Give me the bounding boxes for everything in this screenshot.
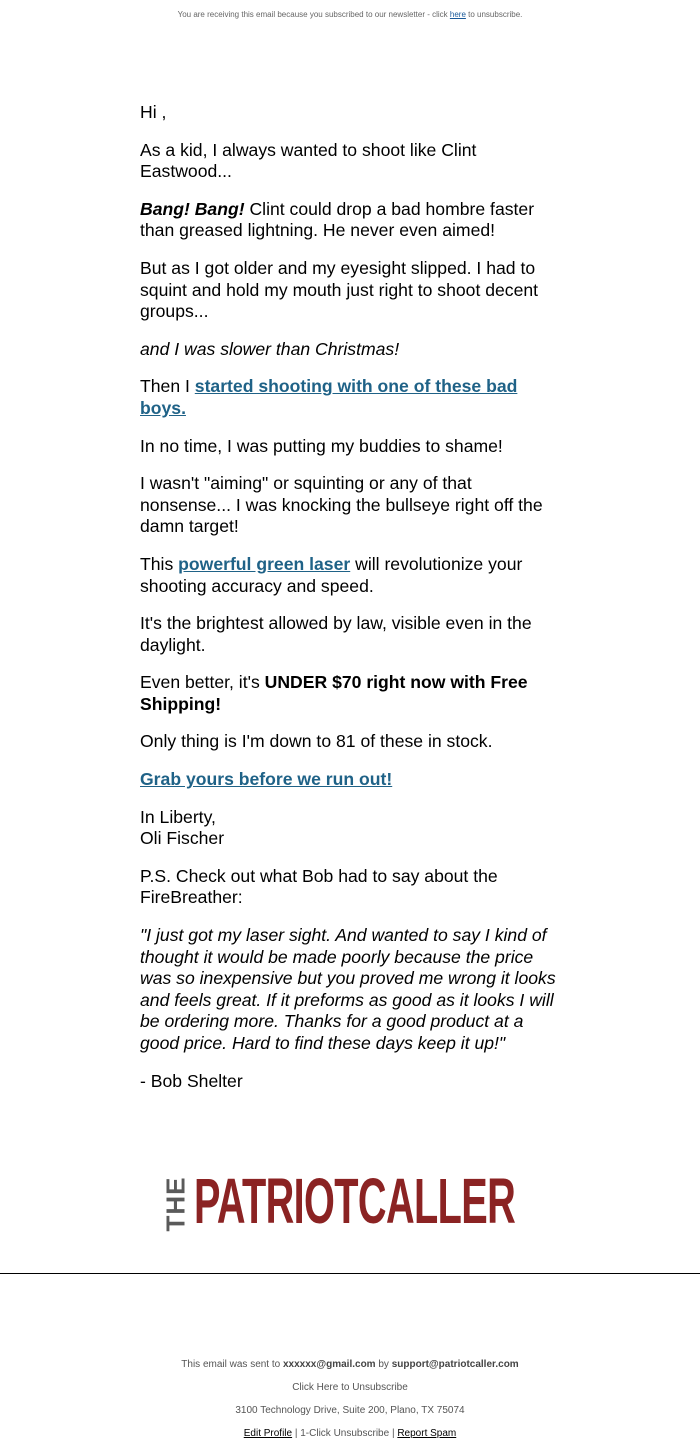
laser-suffix: will revolutionize your shooting accuracy and speed.	[140, 553, 523, 596]
paragraph-started	[140, 376, 560, 419]
unsubscribe-here-link[interactable]: here	[449, 10, 466, 19]
greeting: Hi ,	[140, 102, 167, 122]
paragraph-aiming: I wasn't "aiming" or squinting or any of that nonsense... I was knocking the bullseye right off the damn target!	[140, 473, 543, 537]
sent-to-prefix: This email was sent to	[181, 1359, 283, 1370]
footer-separator: |	[292, 1428, 301, 1439]
testimonial	[140, 925, 560, 1055]
green-laser-link[interactable]: powerful green laser	[178, 553, 351, 574]
sender-email: support@patriotcaller.com	[391, 1359, 519, 1370]
sender-name: Oli Fischer	[140, 828, 225, 849]
testimonial-author: - Bob Shelter	[140, 1070, 243, 1091]
patriot-caller-logo	[0, 1165, 700, 1237]
paragraph-eyesight: But as I got older and my eyesight slipped. I had to squint and hold my mouth just right to shoot decent groups...	[140, 257, 539, 322]
slower-emphasis: and I was slower than Christmas!	[140, 338, 400, 359]
subscription-notice-tail: to unsubscribe.	[465, 10, 523, 19]
laser-prefix: This	[140, 553, 179, 574]
signoff-line: In Liberty,	[140, 806, 216, 827]
paragraph-bang	[140, 199, 560, 242]
paragraph-laser	[140, 554, 560, 597]
signoff	[140, 807, 560, 850]
email-footer	[0, 1358, 700, 1450]
paragraph-slower	[140, 339, 560, 361]
testimonial-text: "I just got my laser sight. And wanted to say I kind of thought it would be made poorly because the price was so inexpensive but you proved me wrong it looks and feels great. If it preforms as good as it looks I will be ordering more. Thanks for a good product at a good price. Hard to find these days keep it up!"	[140, 925, 556, 1053]
footer-divider	[0, 1273, 700, 1274]
bang-emphasis: Bang! Bang!	[140, 198, 245, 219]
one-click-unsubscribe-link[interactable]: 1-Click Unsubscribe	[300, 1428, 390, 1439]
grab-yours-link[interactable]: Grab yours before we run out!	[140, 769, 393, 790]
logo-the-text: THE	[160, 1176, 191, 1232]
report-spam-link[interactable]: Report Spam	[397, 1428, 457, 1439]
paragraph-stock: Only thing is I'm down to 81 of these in stock.	[140, 731, 493, 752]
recipient-email: xxxxxx@gmail.com	[283, 1359, 376, 1370]
subscription-notice	[0, 10, 700, 19]
paragraph-intro: As a kid, I always wanted to shoot like Clint Eastwood...	[140, 139, 477, 182]
paragraph-brightest: It's the brightest allowed by law, visible even in the daylight.	[140, 613, 532, 655]
paragraph-cta	[140, 769, 560, 791]
paragraph-shame: In no time, I was putting my buddies to shame!	[140, 435, 503, 456]
sent-by: by	[375, 1359, 392, 1370]
price-highlight: UNDER $70 right now with Free Shipping!	[140, 672, 528, 714]
postal-address: 3100 Technology Drive, Suite 200, Plano, TX 75074	[235, 1405, 465, 1416]
subscription-notice-text: You are receiving this email because you subscribed to our newsletter - click	[177, 10, 450, 19]
email-body	[140, 102, 560, 1108]
logo-wordmark: PATRIOTCALLER	[194, 1165, 516, 1237]
price-prefix: Even better, it's	[140, 672, 265, 693]
edit-profile-link[interactable]: Edit Profile	[243, 1428, 293, 1439]
started-prefix: Then I	[140, 376, 195, 397]
postscript: P.S. Check out what Bob had to say about the FireBreather:	[140, 865, 498, 908]
paragraph-price	[140, 672, 560, 715]
logo-the	[160, 1176, 191, 1232]
sent-to-line	[0, 1358, 700, 1381]
footer-separator: |	[389, 1428, 398, 1439]
paragraph-bang-text: Clint could drop a bad hombre faster than greased lightning. He never even aimed!	[140, 198, 535, 241]
bad-boys-link[interactable]: started shooting with one of these bad boys.	[140, 376, 518, 418]
unsubscribe-line[interactable]: Click Here to Unsubscribe	[292, 1382, 408, 1393]
